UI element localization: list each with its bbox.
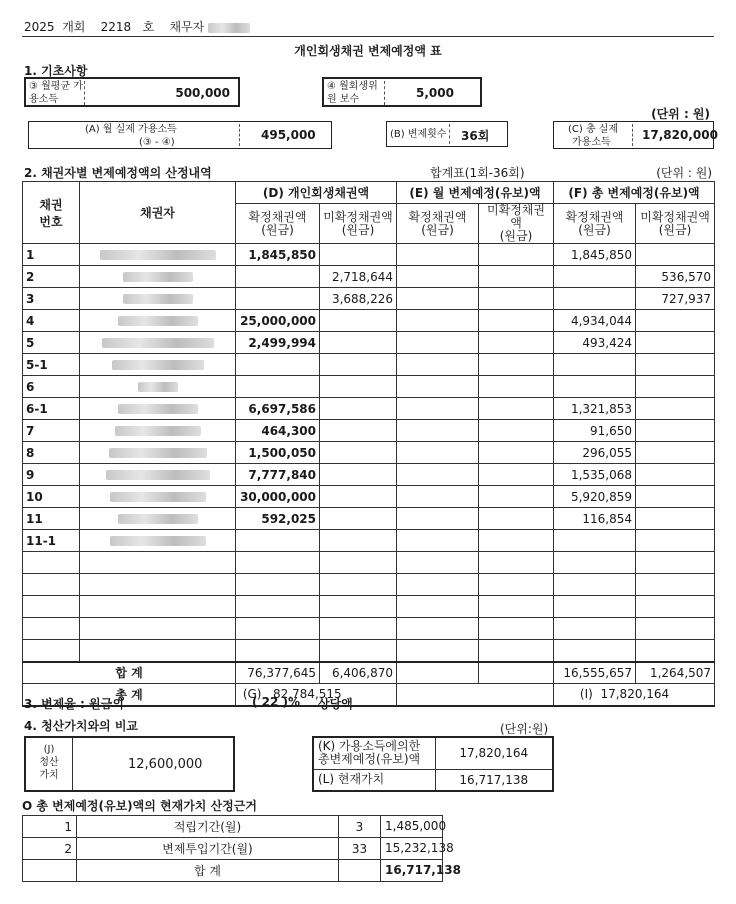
- section2-unit: (단위 : 원): [656, 166, 712, 180]
- table-row: [23, 354, 715, 376]
- repayment-rate: ( 22 )%: [252, 695, 301, 709]
- b-repayment-count-box: [386, 121, 508, 147]
- k-value: 17,820,164: [435, 737, 553, 769]
- table-row: [23, 552, 715, 574]
- creditor-name: [80, 332, 236, 354]
- e-unconfirmed-cell: [479, 596, 554, 618]
- row-number: [23, 596, 80, 618]
- f-unconfirmed-cell: [636, 508, 715, 530]
- d-unconfirmed-cell: [320, 552, 397, 574]
- a-available-income-box: [28, 121, 332, 149]
- trustee-fee-label: ④ 월회생위원 보수: [327, 81, 378, 105]
- sub-header-confirmed: 확정채권액 (원금): [236, 204, 320, 244]
- d-unconfirmed-cell: [320, 354, 397, 376]
- a-value: 495,000: [261, 128, 316, 142]
- pv-row-number: 1: [23, 816, 77, 838]
- redacted-creditor-name: [118, 514, 198, 524]
- pv-total-amount: 16,717,138: [381, 860, 443, 882]
- f-confirmed-cell: [554, 530, 636, 552]
- d-unconfirmed-cell: [320, 376, 397, 398]
- j-label-2: 청산: [39, 757, 59, 768]
- redacted-creditor-name: [123, 294, 193, 304]
- e-confirmed-cell: [397, 442, 479, 464]
- j-label-3: 가치: [39, 770, 59, 781]
- f-unconfirmed-cell: 536,570: [636, 266, 715, 288]
- sum-f-confirmed: 16,555,657: [554, 662, 636, 684]
- e-confirmed-cell: [397, 574, 479, 596]
- section5-title: O 총 변제예정(유보)액의 현재가치 산정근거: [22, 799, 257, 813]
- d-confirmed-cell: 464,300: [236, 420, 320, 442]
- summary-label: 합계표(1회-36회): [430, 166, 525, 180]
- trustee-fee-box: [322, 77, 482, 107]
- f-unconfirmed-cell: [636, 552, 715, 574]
- e-confirmed-cell: [397, 530, 479, 552]
- redacted-creditor-name: [100, 250, 216, 260]
- creditor-name: [80, 486, 236, 508]
- row-number: 6-1: [23, 398, 80, 420]
- e-confirmed-cell: [397, 376, 479, 398]
- d-unconfirmed-cell: [320, 332, 397, 354]
- row-number: 8: [23, 442, 80, 464]
- redacted-creditor-name: [112, 360, 204, 370]
- e-confirmed-cell: [397, 288, 479, 310]
- l-label: (L) 현재가치: [313, 769, 435, 791]
- creditor-name: [80, 618, 236, 640]
- e-unconfirmed-cell: [479, 332, 554, 354]
- present-value-table: [22, 815, 461, 882]
- d-confirmed-cell: [236, 552, 320, 574]
- f-unconfirmed-cell: [636, 354, 715, 376]
- d-confirmed-cell: 6,697,586: [236, 398, 320, 420]
- f-confirmed-cell: 493,424: [554, 332, 636, 354]
- creditor-name: [80, 530, 236, 552]
- creditor-name: [80, 310, 236, 332]
- f-unconfirmed-cell: 727,937: [636, 288, 715, 310]
- d-unconfirmed-cell: [320, 486, 397, 508]
- trustee-fee-value: 5,000: [416, 86, 454, 100]
- pv-row-number: 2: [23, 838, 77, 860]
- c-value: 17,820,000: [642, 128, 718, 142]
- section3-title: 3. 변제율 : 원금의: [24, 697, 124, 711]
- e-confirmed-cell: [397, 420, 479, 442]
- e-confirmed-cell: [397, 266, 479, 288]
- f-confirmed-cell: 4,934,044: [554, 310, 636, 332]
- j-value: 12,600,000: [128, 757, 203, 772]
- f-confirmed-cell: [554, 376, 636, 398]
- e-confirmed-cell: [397, 398, 479, 420]
- row-number: 2: [23, 266, 80, 288]
- row-number: 11-1: [23, 530, 80, 552]
- table-row: [23, 640, 715, 662]
- monthly-income-box: [24, 77, 240, 107]
- e-unconfirmed-cell: [479, 464, 554, 486]
- creditor-name: [80, 266, 236, 288]
- d-unconfirmed-cell: [320, 442, 397, 464]
- total-g-label: (G): [242, 687, 262, 702]
- f-confirmed-cell: [554, 574, 636, 596]
- f-confirmed-cell: [554, 288, 636, 310]
- pv-row: [23, 816, 443, 838]
- f-confirmed-cell: [554, 552, 636, 574]
- creditor-name: [80, 464, 236, 486]
- f-confirmed-cell: 296,055: [554, 442, 636, 464]
- e-confirmed-cell: [397, 332, 479, 354]
- e-unconfirmed-cell: [479, 618, 554, 640]
- e-confirmed-cell: [397, 640, 479, 662]
- e-confirmed-cell: [397, 354, 479, 376]
- creditor-table: [22, 181, 715, 707]
- redacted-creditor-name: [102, 338, 214, 348]
- f-confirmed-cell: 1,321,853: [554, 398, 636, 420]
- section1-title: 1. 기초사항: [24, 64, 88, 78]
- pv-total-empty: [23, 860, 77, 882]
- creditor-name: [80, 574, 236, 596]
- table-row: [23, 464, 715, 486]
- f-unconfirmed-cell: [636, 486, 715, 508]
- pv-row-amount: 1,485,000: [381, 816, 443, 838]
- table-row: [23, 618, 715, 640]
- a-label-line2: (③ - ④): [139, 137, 175, 148]
- d-unconfirmed-cell: [320, 596, 397, 618]
- l-value: 16,717,138: [435, 769, 553, 791]
- sum-label: 합 계: [23, 662, 236, 684]
- f-unconfirmed-cell: [636, 596, 715, 618]
- f-confirmed-cell: [554, 640, 636, 662]
- f-confirmed-cell: 5,920,859: [554, 486, 636, 508]
- e-unconfirmed-cell: [479, 442, 554, 464]
- k-l-table: [312, 736, 554, 792]
- d-unconfirmed-cell: [320, 310, 397, 332]
- f-unconfirmed-cell: [636, 530, 715, 552]
- e-confirmed-cell: [397, 464, 479, 486]
- e-unconfirmed-cell: [479, 420, 554, 442]
- c-total-income-box: [553, 121, 718, 149]
- f-unconfirmed-cell: [636, 398, 715, 420]
- d-unconfirmed-cell: [320, 244, 397, 266]
- total-i-value: 17,820,164: [600, 687, 670, 702]
- case-number: 2218: [100, 20, 132, 34]
- pv-total-empty-2: [339, 860, 381, 882]
- header-rule: [22, 36, 714, 37]
- f-confirmed-cell: [554, 596, 636, 618]
- f-unconfirmed-cell: [636, 464, 715, 486]
- f-unconfirmed-cell: [636, 332, 715, 354]
- e-confirmed-cell: [397, 596, 479, 618]
- e-unconfirmed-cell: [479, 530, 554, 552]
- e-unconfirmed-cell: [479, 508, 554, 530]
- d-confirmed-cell: 7,777,840: [236, 464, 320, 486]
- d-confirmed-cell: 1,500,050: [236, 442, 320, 464]
- sum-row: [23, 662, 715, 684]
- d-confirmed-cell: [236, 376, 320, 398]
- monthly-income-label: ③ 월평균 가용소득: [29, 81, 83, 105]
- e-confirmed-cell: [397, 244, 479, 266]
- e-confirmed-cell: [397, 310, 479, 332]
- document-title: 개인회생채권 변제예정액 표: [294, 44, 442, 58]
- sub-header-unconfirmed: 미확정채권액 (원금): [479, 204, 554, 244]
- total-e-empty: [397, 684, 554, 706]
- f-confirmed-cell: 91,650: [554, 420, 636, 442]
- d-unconfirmed-cell: [320, 420, 397, 442]
- redacted-creditor-name: [106, 470, 210, 480]
- case-type: 개회: [62, 20, 86, 34]
- d-unconfirmed-cell: [320, 508, 397, 530]
- e-unconfirmed-cell: [479, 574, 554, 596]
- f-confirmed-cell: [554, 266, 636, 288]
- case-suffix: 호: [142, 20, 155, 34]
- row-number: 10: [23, 486, 80, 508]
- case-year: 2025: [24, 20, 55, 34]
- total-i-label: (I): [579, 687, 593, 702]
- redacted-debtor-name: [208, 23, 250, 33]
- table-row: [23, 266, 715, 288]
- row-number: [23, 618, 80, 640]
- row-number: 11: [23, 508, 80, 530]
- f-confirmed-cell: [554, 618, 636, 640]
- col-e-header: (E) 월 변제예정(유보)액: [397, 182, 554, 204]
- f-confirmed-cell: [554, 354, 636, 376]
- case-header: [24, 18, 250, 35]
- row-number: 7: [23, 420, 80, 442]
- liquidation-value-box: [24, 736, 235, 792]
- creditor-name: [80, 420, 236, 442]
- d-unconfirmed-cell: [320, 464, 397, 486]
- creditor-name: [80, 640, 236, 662]
- pv-row-amount: 15,232,138: [381, 838, 443, 860]
- table-row: [23, 310, 715, 332]
- d-confirmed-cell: 30,000,000: [236, 486, 320, 508]
- section4-title: 4. 청산가치와의 비교: [24, 719, 139, 733]
- j-label-1: (J): [43, 744, 55, 755]
- table-row: [23, 574, 715, 596]
- f-unconfirmed-cell: [636, 618, 715, 640]
- table-row: [23, 398, 715, 420]
- redacted-creditor-name: [138, 382, 178, 392]
- d-unconfirmed-cell: [320, 574, 397, 596]
- d-confirmed-cell: [236, 574, 320, 596]
- e-confirmed-cell: [397, 552, 479, 574]
- a-label-line1: (A) 월 실제 가용소득: [85, 124, 177, 135]
- d-confirmed-cell: [236, 640, 320, 662]
- monthly-income-value: 500,000: [175, 86, 230, 100]
- d-confirmed-cell: 25,000,000: [236, 310, 320, 332]
- e-unconfirmed-cell: [479, 354, 554, 376]
- total-g-value: 82,784,515: [272, 687, 342, 702]
- b-label: (B) 변제횟수: [390, 129, 447, 140]
- e-unconfirmed-cell: [479, 552, 554, 574]
- f-confirmed-cell: 116,854: [554, 508, 636, 530]
- redacted-creditor-name: [123, 272, 193, 282]
- row-number: 9: [23, 464, 80, 486]
- pv-total-row: [23, 860, 443, 882]
- row-number: 4: [23, 310, 80, 332]
- f-unconfirmed-cell: [636, 310, 715, 332]
- e-unconfirmed-cell: [479, 486, 554, 508]
- creditor-name: [80, 354, 236, 376]
- d-unconfirmed-cell: [320, 618, 397, 640]
- d-confirmed-cell: 1,845,850: [236, 244, 320, 266]
- e-unconfirmed-cell: [479, 310, 554, 332]
- d-confirmed-cell: [236, 530, 320, 552]
- section1-unit: (단위 : 원): [651, 107, 710, 121]
- f-confirmed-cell: 1,535,068: [554, 464, 636, 486]
- debtor-label: 채무자: [169, 20, 205, 34]
- creditor-name: [80, 442, 236, 464]
- redacted-creditor-name: [115, 426, 201, 436]
- f-confirmed-cell: 1,845,850: [554, 244, 636, 266]
- e-unconfirmed-cell: [479, 398, 554, 420]
- sub-header-confirmed: 확정채권액 (원금): [554, 204, 636, 244]
- row-number: 5: [23, 332, 80, 354]
- sum-d-unconfirmed: 6,406,870: [320, 662, 397, 684]
- f-unconfirmed-cell: [636, 376, 715, 398]
- k-label: (K) 가용소득에의한 총변제예정(유보)액: [313, 737, 435, 769]
- c-label-line2: 가용소득: [572, 137, 611, 148]
- col-d-header: (D) 개인회생채권액: [236, 182, 397, 204]
- row-number: 3: [23, 288, 80, 310]
- redacted-creditor-name: [110, 492, 206, 502]
- row-number: [23, 552, 80, 574]
- redacted-creditor-name: [118, 404, 198, 414]
- table-row: [23, 288, 715, 310]
- pv-row: [23, 838, 443, 860]
- sum-e-unconfirmed: [479, 662, 554, 684]
- e-unconfirmed-cell: [479, 376, 554, 398]
- row-number: 5-1: [23, 354, 80, 376]
- sum-f-unconfirmed: 1,264,507: [636, 662, 715, 684]
- f-unconfirmed-cell: [636, 442, 715, 464]
- pv-row-months: 33: [339, 838, 381, 860]
- table-row: [23, 332, 715, 354]
- col-f-header: (F) 총 변제예정(유보)액: [554, 182, 715, 204]
- sub-header-unconfirmed: 미확정채권액 (원금): [320, 204, 397, 244]
- d-confirmed-cell: [236, 618, 320, 640]
- f-unconfirmed-cell: [636, 574, 715, 596]
- d-confirmed-cell: [236, 266, 320, 288]
- col-no-header: 채권 번호: [23, 182, 80, 244]
- table-row: [23, 442, 715, 464]
- e-unconfirmed-cell: [479, 244, 554, 266]
- table-row: [23, 596, 715, 618]
- creditor-name: [80, 288, 236, 310]
- e-confirmed-cell: [397, 508, 479, 530]
- creditor-name: [80, 244, 236, 266]
- e-confirmed-cell: [397, 618, 479, 640]
- row-number: 6: [23, 376, 80, 398]
- d-confirmed-cell: [236, 354, 320, 376]
- d-unconfirmed-cell: [320, 530, 397, 552]
- pv-total-label: 합 계: [77, 860, 339, 882]
- redacted-creditor-name: [109, 448, 207, 458]
- table-row: [23, 244, 715, 266]
- total-row: [23, 684, 715, 706]
- row-number: 1: [23, 244, 80, 266]
- creditor-name: [80, 398, 236, 420]
- d-unconfirmed-cell: 2,718,644: [320, 266, 397, 288]
- section2-title: 2. 채권자별 변제예정액의 산정내역: [24, 166, 212, 180]
- section4-unit: (단위:원): [500, 722, 549, 736]
- total-label: 총 계: [23, 684, 236, 706]
- f-unconfirmed-cell: [636, 640, 715, 662]
- e-unconfirmed-cell: [479, 640, 554, 662]
- sum-d-confirmed: 76,377,645: [236, 662, 320, 684]
- sub-header-confirmed: 확정채권액 (원금): [397, 204, 479, 244]
- d-confirmed-cell: 2,499,994: [236, 332, 320, 354]
- f-unconfirmed-cell: [636, 420, 715, 442]
- pv-row-months: 3: [339, 816, 381, 838]
- row-number: [23, 574, 80, 596]
- total-i: [554, 684, 715, 706]
- e-unconfirmed-cell: [479, 288, 554, 310]
- creditor-name: [80, 596, 236, 618]
- creditor-name: [80, 508, 236, 530]
- d-confirmed-cell: [236, 288, 320, 310]
- table-row: [23, 508, 715, 530]
- d-unconfirmed-cell: [320, 640, 397, 662]
- sub-header-unconfirmed: 미확정채권액 (원금): [636, 204, 715, 244]
- creditor-name: [80, 376, 236, 398]
- f-unconfirmed-cell: [636, 244, 715, 266]
- table-row: [23, 486, 715, 508]
- b-value: 36회: [461, 129, 490, 143]
- redacted-creditor-name: [118, 316, 198, 326]
- d-confirmed-cell: 592,025: [236, 508, 320, 530]
- sum-e-confirmed: [397, 662, 479, 684]
- e-unconfirmed-cell: [479, 266, 554, 288]
- redacted-creditor-name: [110, 536, 206, 546]
- col-creditor-header: 채권자: [80, 182, 236, 244]
- pv-row-label: 변제투입기간(월): [77, 838, 339, 860]
- d-unconfirmed-cell: 3,688,226: [320, 288, 397, 310]
- repayment-rate-suffix: 상당액: [318, 697, 353, 711]
- c-label-line1: (C) 총 실제: [568, 124, 619, 135]
- table-row: [23, 376, 715, 398]
- pv-row-label: 적립기간(월): [77, 816, 339, 838]
- table-row: [23, 420, 715, 442]
- table-row: [23, 530, 715, 552]
- e-confirmed-cell: [397, 486, 479, 508]
- creditor-name: [80, 552, 236, 574]
- d-confirmed-cell: [236, 596, 320, 618]
- d-unconfirmed-cell: [320, 398, 397, 420]
- row-number: [23, 640, 80, 662]
